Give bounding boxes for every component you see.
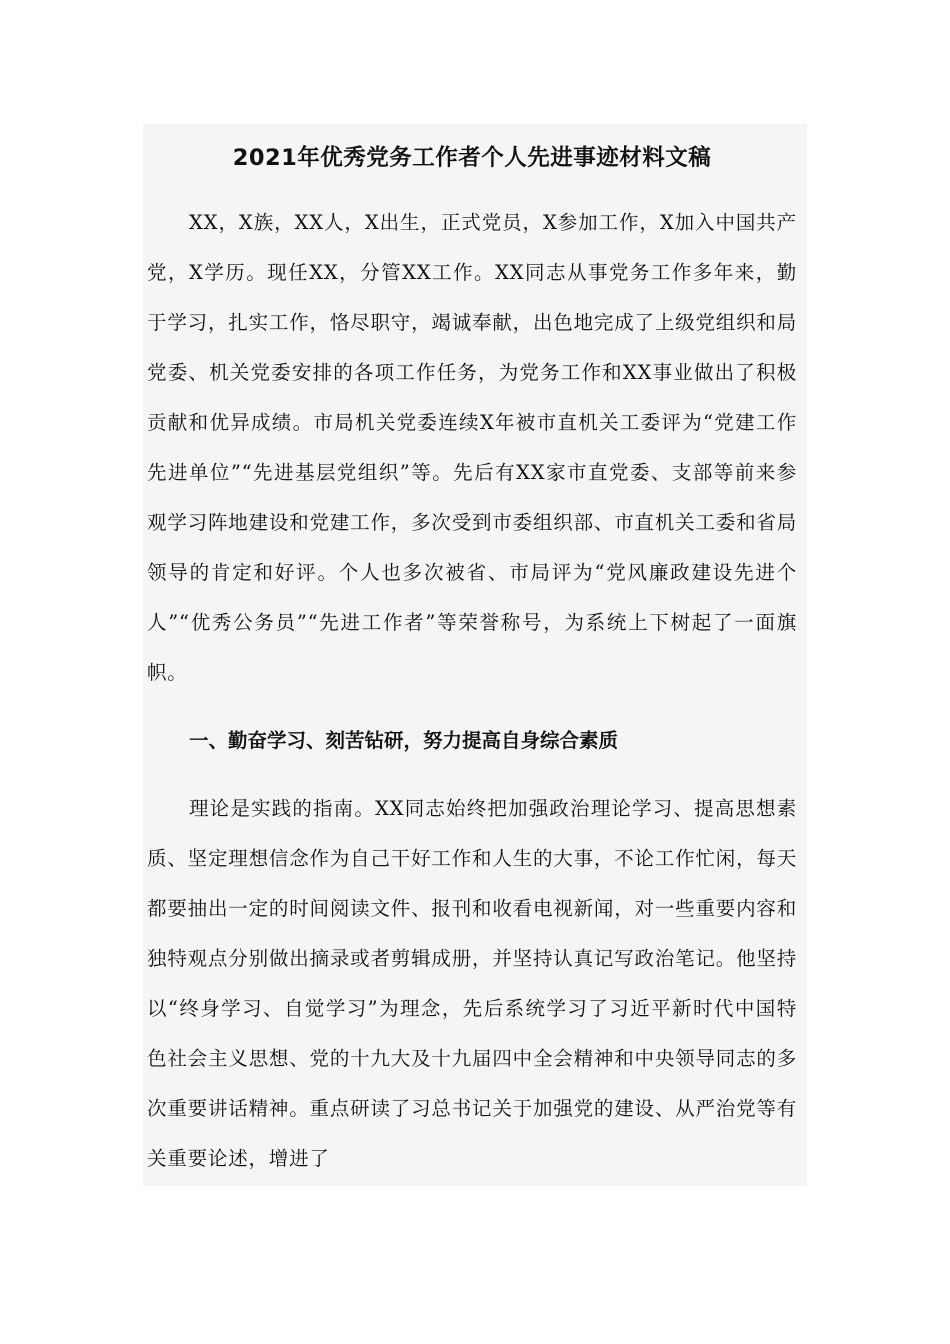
document-title: 2021年优秀党务工作者个人先进事迹材料文稿 (232, 145, 712, 171)
body-paragraph-section-1: 理论是实践的指南。XX同志始终把加强政治理论学习、提高思想素质、坚定理想信念作为自己干好工作和人生的大事，不论工作忙闲，每天都要抽出一定的时间阅读文件、报刊和收看电视新闻，对一些重要内容和独特观点分别做出摘录或者剪辑成册，并坚持认真记写政治笔记。他坚持以“终身学习、自觉学习”为理念，先后系统学习了习近平新时代中国特色社会主义思想、党的十九大及十九届四中全会精神和中央领导同志的多次重要讲话精神。重点研读了习总书记关于加强党的建设、从严治党等有关重要论述，增进了 (147, 797, 797, 1170)
body-paragraph-intro: XX，X族，XX人，X出生，正式党员，X参加工作，X加入中国共产党，X学历。现任XX，分管XX工作。XX同志从事党务工作多年来，勤于学习，扎实工作，恪尽职守，竭诚奉献，出色地完成了上级党组织和局党委、机关党委安排的各项工作任务，为党务工作和XX事业做出了积极贡献和优异成绩。市局机关党委连续X年被市直机关工委评为“党建工作先进单位”“先进基层党组织”等。先后有XX家市直党委、支部等前来参观学习阵地建设和党建工作，多次受到市委组织部、市直机关工委和省局领导的肯定和好评。个人也多次被省、市局评为“党风廉政建设先进个人”“优秀公务员”“先进工作者”等荣誉称号，为系统上下树起了一面旗帜。 (147, 211, 797, 684)
document-page (143, 124, 807, 1186)
section-heading: 一、勤奋学习、刻苦钻研，努力提高自身综合素质 (189, 729, 619, 752)
